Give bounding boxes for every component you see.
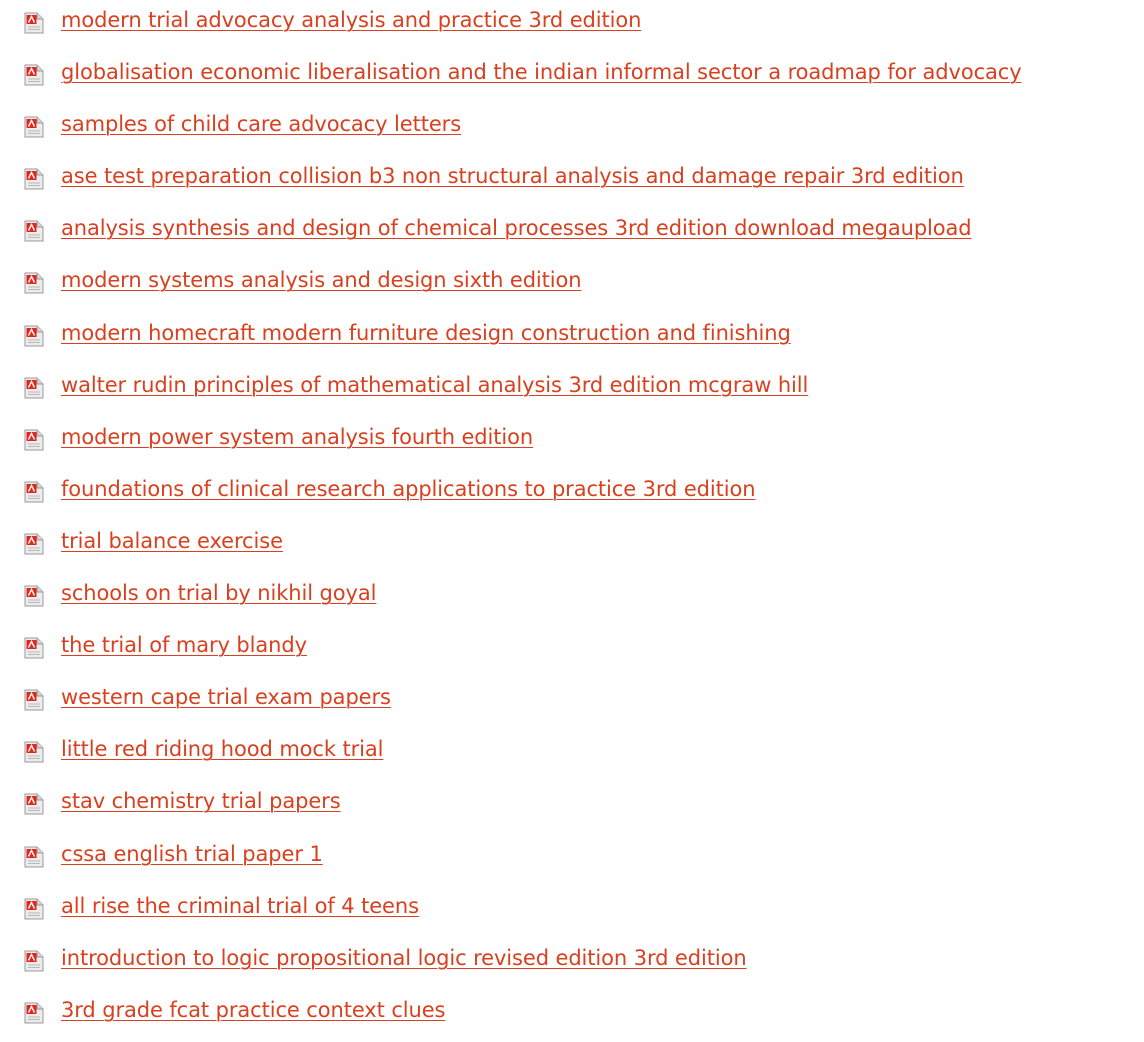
pdf-link[interactable]: 3rd grade fcat practice context clues [61,997,446,1022]
pdf-link[interactable]: trial balance exercise [61,528,283,553]
list-item [0,208,1144,260]
list-item [0,0,1144,52]
pdf-file-icon [24,377,44,399]
pdf-link[interactable]: all rise the criminal trial of 4 teens [61,893,419,918]
list-item [0,938,1144,990]
list-item [0,886,1144,938]
list-item [0,52,1144,104]
pdf-link[interactable]: ase test preparation collision b3 non structural analysis and damage repair 3rd edition [61,164,964,189]
pdf-file-icon [24,585,44,607]
list-item [0,104,1144,156]
list-item [0,834,1144,886]
pdf-file-icon [24,168,44,190]
pdf-file-icon [24,793,44,815]
pdf-link[interactable]: cssa english trial paper 1 [61,841,323,866]
pdf-link[interactable]: foundations of clinical research applications to practice 3rd edition [61,476,756,501]
pdf-link[interactable]: modern trial advocacy analysis and practice 3rd edition [61,8,642,32]
pdf-file-icon [24,429,44,451]
pdf-link[interactable]: little red riding hood mock trial [61,737,384,762]
list-item [0,729,1144,781]
pdf-file-icon [24,116,44,138]
pdf-link[interactable]: schools on trial by nikhil goyal [61,581,377,606]
list-item [0,365,1144,417]
list-item [0,573,1144,625]
pdf-link[interactable]: modern homecraft modern furniture design construction and finishing [61,320,791,345]
pdf-file-icon [24,741,44,763]
pdf-link[interactable]: globalisation economic liberalisation and the indian informal sector a roadmap for advocacy [61,60,1022,85]
pdf-link[interactable]: modern systems analysis and design sixth edition [61,268,582,293]
pdf-link[interactable]: stav chemistry trial papers [61,789,341,814]
pdf-file-icon [24,1002,44,1024]
list-item [0,990,1144,1042]
pdf-file-icon [24,64,44,86]
list-item [0,417,1144,469]
list-item [0,260,1144,312]
pdf-file-icon [24,220,44,242]
list-item [0,156,1144,208]
pdf-file-icon [24,846,44,868]
pdf-file-icon [24,898,44,920]
pdf-file-icon [24,533,44,555]
pdf-file-icon [24,12,44,34]
list-item [0,781,1144,833]
pdf-file-icon [24,272,44,294]
pdf-file-icon [24,637,44,659]
pdf-link[interactable]: samples of child care advocacy letters [61,112,462,137]
list-item [0,625,1144,677]
pdf-link[interactable]: analysis synthesis and design of chemical processes 3rd edition download megaupload [61,216,972,241]
list-item [0,677,1144,729]
pdf-link[interactable]: the trial of mary blandy [61,633,307,658]
pdf-file-icon [24,950,44,972]
pdf-link[interactable]: introduction to logic propositional logic revised edition 3rd edition [61,945,747,970]
pdf-file-icon [24,481,44,503]
list-item [0,313,1144,365]
pdf-file-icon [24,689,44,711]
pdf-link[interactable]: walter rudin principles of mathematical analysis 3rd edition mcgraw hill [61,372,809,397]
pdf-link[interactable]: modern power system analysis fourth edition [61,424,534,449]
list-item [0,521,1144,573]
pdf-file-icon [24,325,44,347]
pdf-link[interactable]: western cape trial exam papers [61,685,391,710]
list-item [0,469,1144,521]
